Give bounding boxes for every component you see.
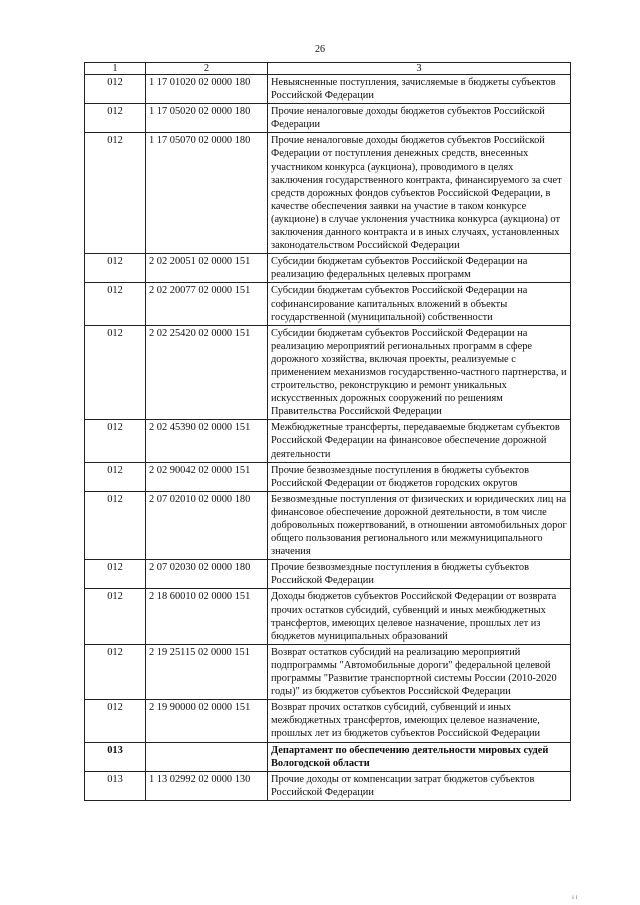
- revenue-code-cell: 1 17 01020 02 0000 180: [146, 75, 268, 104]
- revenue-code-cell: 2 02 45390 02 0000 151: [146, 420, 268, 462]
- admin-code-cell: 012: [85, 491, 146, 559]
- revenue-code-cell: 2 02 90042 02 0000 151: [146, 462, 268, 491]
- table-row: [85, 462, 571, 491]
- table-row: [85, 104, 571, 133]
- revenue-name-cell: Возврат остатков субсидий на реализацию мероприятий подпрограммы "Автомобильные дороги" федеральной целевой программы "Развитие транспортной системы России (2010-2020 годы)" из бюджетов субъектов Российской Федерации: [268, 644, 571, 699]
- revenue-code-cell: 2 19 25115 02 0000 151: [146, 644, 268, 699]
- revenue-code-cell: 2 02 20051 02 0000 151: [146, 254, 268, 283]
- admin-code-cell: 012: [85, 589, 146, 644]
- admin-code-cell: 012: [85, 104, 146, 133]
- admin-code-cell: 012: [85, 560, 146, 589]
- revenue-name-cell: Возврат прочих остатков субсидий, субвенций и иных межбюджетных трансфертов, имеющих целевое назначение, прошлых лет из бюджетов субъектов Российской Федерации: [268, 700, 571, 742]
- revenue-name-cell: Прочие неналоговые доходы бюджетов субъектов Российской Федерации: [268, 104, 571, 133]
- admin-code-cell: 012: [85, 700, 146, 742]
- table-row: [85, 644, 571, 699]
- admin-code-cell: 012: [85, 75, 146, 104]
- table-row: [85, 133, 571, 254]
- revenue-name-cell: Межбюджетные трансферты, передаваемые бюджетам субъектов Российской Федерации на финансовое обеспечение дорожной деятельности: [268, 420, 571, 462]
- page-number: 26: [315, 44, 325, 55]
- admin-code-cell: 013: [85, 742, 146, 771]
- header-col-2: 2: [146, 63, 268, 75]
- revenue-code-cell: 2 07 02030 02 0000 180: [146, 560, 268, 589]
- table-row: [85, 283, 571, 325]
- corner-mark: ı ı: [572, 893, 578, 901]
- revenue-name-cell: Субсидии бюджетам субъектов Российской Федерации на реализацию федеральных целевых программ: [268, 254, 571, 283]
- revenue-name-cell: Департамент по обеспечению деятельности мировых судей Вологодской области: [268, 742, 571, 771]
- admin-code-cell: 012: [85, 325, 146, 420]
- admin-code-cell: 012: [85, 462, 146, 491]
- admin-code-cell: 013: [85, 771, 146, 800]
- admin-code-cell: 012: [85, 644, 146, 699]
- revenue-name-cell: Прочие безвозмездные поступления в бюджеты субъектов Российской Федерации от бюджетов городских округов: [268, 462, 571, 491]
- revenue-code-cell: 2 02 25420 02 0000 151: [146, 325, 268, 420]
- revenue-code-cell: 2 02 20077 02 0000 151: [146, 283, 268, 325]
- revenue-name-cell: Субсидии бюджетам субъектов Российской Федерации на реализацию мероприятий региональных программ в сфере дорожного хозяйства, включая проекты, реализуемые с применением механизмов государственно-частного партнерства, и строительство, реконструкцию и ремонт уникальных искусственных дорожных сооружений по решениям Правительства Российской Федерации: [268, 325, 571, 420]
- header-col-1: 1: [85, 63, 146, 75]
- admin-code-cell: 012: [85, 133, 146, 254]
- admin-code-cell: 012: [85, 420, 146, 462]
- revenue-code-cell: 1 17 05020 02 0000 180: [146, 104, 268, 133]
- revenue-codes-table: [84, 62, 571, 801]
- revenue-code-cell: 2 19 90000 02 0000 151: [146, 700, 268, 742]
- revenue-name-cell: Безвозмездные поступления от физических и юридических лиц на финансовое обеспечение дорожной деятельности, в том числе добровольных пожертвований, в отношении автомобильных дорог общего пользования регионального или межмуниципального значения: [268, 491, 571, 559]
- table-row: [85, 742, 571, 771]
- header-row: [85, 63, 571, 75]
- revenue-code-cell: 2 07 02010 02 0000 180: [146, 491, 268, 559]
- table-body: [85, 75, 571, 801]
- table-row: [85, 589, 571, 644]
- admin-code-cell: 012: [85, 254, 146, 283]
- revenue-code-cell: 1 17 05070 02 0000 180: [146, 133, 268, 254]
- table-row: [85, 420, 571, 462]
- revenue-name-cell: Субсидии бюджетам субъектов Российской Федерации на софинансирование капитальных вложений в объекты государственной (муниципальной) собственности: [268, 283, 571, 325]
- revenue-name-cell: Прочие неналоговые доходы бюджетов субъектов Российской Федерации от поступления денежных средств, внесенных участником конкурса (аукциона), проводимого в целях заключения государственного контракта, финансируемого за счет средств дорожных фондов субъектов Российской Федерации, в качестве обеспечения заявки на участие в таком конкурсе (аукционе) в случае уклонения участника конкурса (аукциона) от заключения данного контракта и в иных случаях, установленных законодательством Российской Федерации: [268, 133, 571, 254]
- revenue-code-cell: 2 18 60010 02 0000 151: [146, 589, 268, 644]
- revenue-code-cell: [146, 742, 268, 771]
- table-row: [85, 491, 571, 559]
- revenue-name-cell: Прочие безвозмездные поступления в бюджеты субъектов Российской Федерации: [268, 560, 571, 589]
- revenue-code-cell: 1 13 02992 02 0000 130: [146, 771, 268, 800]
- admin-code-cell: 012: [85, 283, 146, 325]
- revenue-name-cell: Доходы бюджетов субъектов Российской Федерации от возврата прочих остатков субсидий, субвенций и иных межбюджетных трансфертов, имеющих целевое назначение, прошлых лет из бюджетов муниципальных образований: [268, 589, 571, 644]
- table-row: [85, 325, 571, 420]
- table-row: [85, 560, 571, 589]
- table-row: [85, 700, 571, 742]
- table-row: [85, 771, 571, 800]
- revenue-name-cell: Невыясненные поступления, зачисляемые в бюджеты субъектов Российской Федерации: [268, 75, 571, 104]
- revenue-name-cell: Прочие доходы от компенсации затрат бюджетов субъектов Российской Федерации: [268, 771, 571, 800]
- table-row: [85, 75, 571, 104]
- header-col-3: 3: [268, 63, 571, 75]
- table-row: [85, 254, 571, 283]
